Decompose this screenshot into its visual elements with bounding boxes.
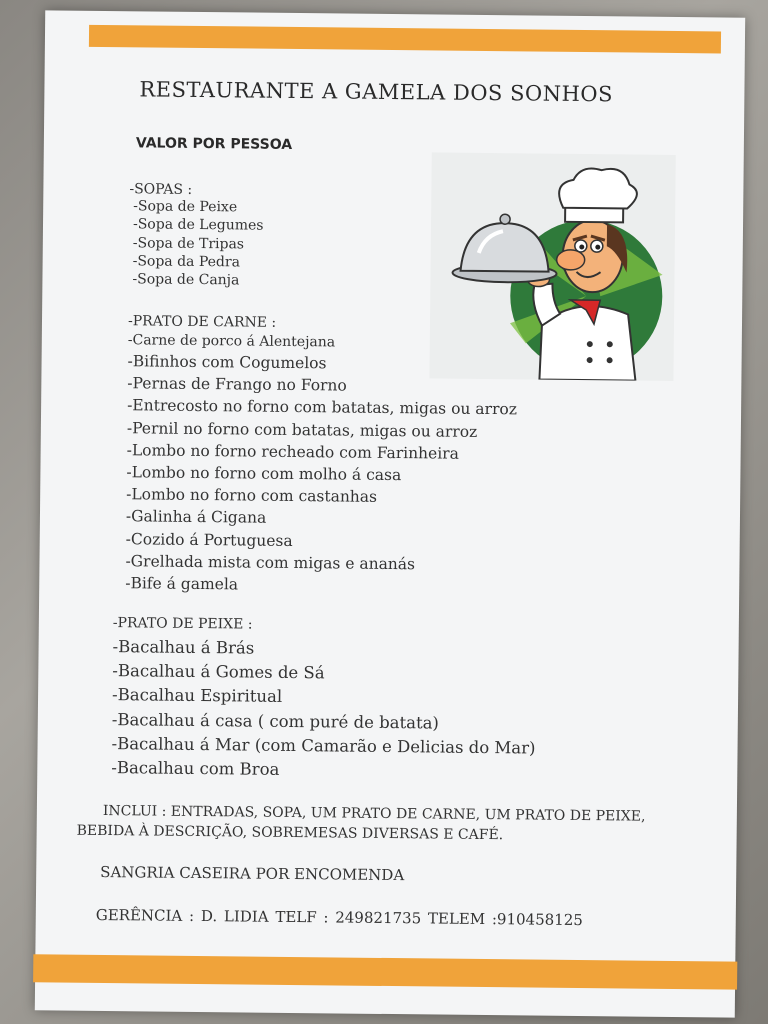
includes-line-2: BEBIDA À DESCRIÇÃO, SOBREMESAS DIVERSAS E CAFÉ.	[76, 822, 504, 844]
list-item: -Sopa de Peixe	[133, 198, 238, 216]
list-item: -Carne de porco á Alentejana	[127, 332, 336, 351]
includes-note	[77, 801, 646, 847]
list-item: -Sopa de Legumes	[132, 216, 264, 234]
list-item: -Lombo no forno com molho á casa	[126, 463, 402, 485]
list-item: -Cozido á Portuguesa	[125, 529, 293, 550]
list-item: -Sopa da Pedra	[132, 253, 241, 271]
sangria-note: SANGRIA CASEIRA POR ENCOMENDA	[100, 862, 405, 885]
list-item: -Bacalhau á Brás	[112, 637, 255, 658]
includes-line-1: INCLUI : ENTRADAS, SOPA, UM PRATO DE CARNE, UM PRATO DE PEIXE,	[102, 803, 646, 825]
list-item: -Grelhada mista com migas e ananás	[125, 552, 416, 574]
fish-section	[111, 611, 537, 785]
list-item: -Lombo no forno recheado com Farinheira	[126, 441, 459, 463]
menu-paper	[35, 10, 745, 1017]
soups-section	[128, 181, 264, 290]
bottom-orange-bar	[33, 954, 737, 989]
list-item: -Entrecosto no forno com batatas, migas ou arroz	[127, 396, 518, 419]
list-item: -Bacalhau á Mar (com Camarão e Delicias do Mar)	[111, 733, 536, 758]
list-item: -Sopa de Tripas	[132, 234, 245, 253]
list-item: -Lombo no forno com castanhas	[126, 485, 378, 507]
section-heading: -PRATO DE CARNE :	[127, 313, 277, 331]
list-item: -Pernas de Frango no Forno	[127, 374, 347, 395]
management-contact: GERÊNCIA : D. LIDIA TELF : 249821735 TELEM :910458125	[95, 905, 583, 930]
list-item: -Sopa de Canja	[132, 271, 240, 289]
list-item: -Galinha á Cigana	[125, 507, 267, 528]
list-item: -Bacalhau Espiritual	[111, 685, 283, 707]
restaurant-title: RESTAURANTE A GAMELA DOS SONHOS	[139, 77, 614, 107]
meat-section	[125, 311, 518, 598]
list-item: -Bacalhau á casa ( com puré de batata)	[111, 709, 440, 733]
list-item: -Pernil no forno com batatas, migas ou arroz	[126, 418, 478, 441]
section-heading: -PRATO DE PEIXE :	[112, 615, 253, 633]
list-item: -Bifinhos com Cogumelos	[127, 352, 327, 373]
list-item: -Bacalhau á Gomes de Sá	[112, 661, 325, 683]
list-item: -Bacalhau com Broa	[111, 758, 280, 779]
section-heading: -SOPAS :	[129, 181, 193, 198]
list-item: -Bife á gamela	[125, 574, 239, 594]
top-orange-bar	[89, 25, 721, 54]
price-note: VALOR POR PESSOA	[135, 135, 293, 153]
